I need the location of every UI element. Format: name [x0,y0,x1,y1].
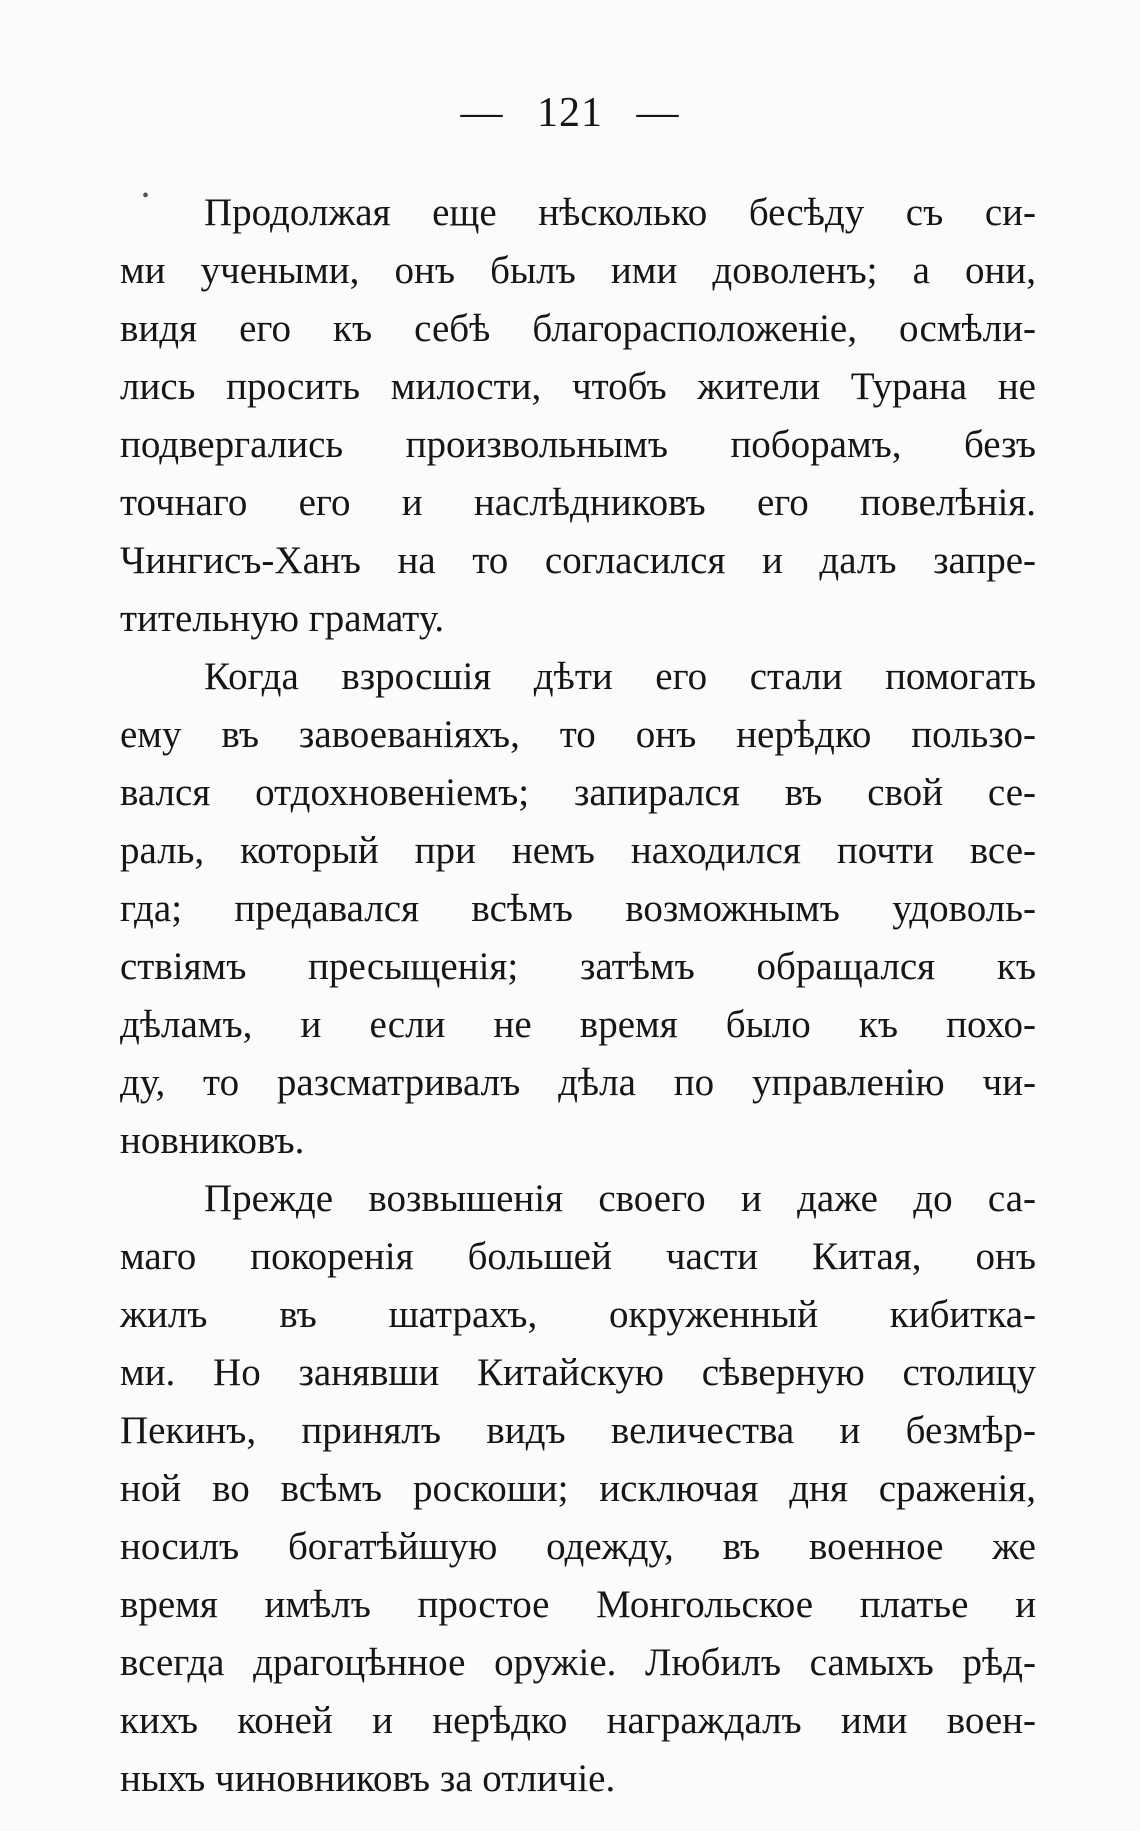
text-line: ныхъ чиновниковъ за отличіе. [120,1757,616,1800]
text-line: всегда драгоцѣнное оружіе. Любилъ самыхъ рѣд- [120,1641,1036,1684]
text-line: точнаго его и наслѣдниковъ его повелѣнія. [120,481,1036,524]
text-line: вался отдохновеніемъ; запирался въ свой се- [120,771,1036,814]
text-line: тительную грамату. [120,597,445,640]
page-text [120,184,1036,1808]
header-right-dash: — [636,90,680,136]
print-speck: • [142,185,150,207]
text-line: ми. Но занявши Китайскую сѣверную столицу [120,1351,1036,1394]
text-line: дѣламъ, и если не время было къ похо- [120,1003,1036,1046]
paragraph-1 [120,184,1036,648]
text-line: ему въ завоеваніяхъ, то онъ нерѣдко пользо- [120,713,1036,756]
text-line: время имѣлъ простое Монгольское платье и [120,1583,1036,1626]
header-left-dash: — [460,90,504,136]
paragraph-2 [120,648,1036,1170]
text-line: ной во всѣмъ роскоши; исключая дня сраженія, [120,1467,1036,1510]
paragraph-3 [120,1170,1036,1808]
text-line: подвергались произвольнымъ поборамъ, безъ [120,423,1036,466]
text-line: Пекинъ, принялъ видъ величества и безмѣр- [120,1409,1036,1452]
text-line: лись просить милости, чтобъ жители Турана не [120,365,1036,408]
text-line: новниковъ. [120,1119,305,1162]
text-line: ду, то разсматривалъ дѣла по управленію чи- [120,1061,1036,1104]
page-header [0,88,1140,138]
text-line: раль, который при немъ находился почти все- [120,829,1036,872]
text-line: гда; предавался всѣмъ возможнымъ удоволь- [120,887,1036,930]
text-line: Чингисъ-Ханъ на то согласился и далъ запре- [120,539,1036,582]
text-line: маго покоренія большей части Китая, онъ [120,1235,1036,1278]
page-number: 121 [537,90,603,136]
text-line: ствіямъ пресыщенія; затѣмъ обращался къ [120,945,1036,988]
text-line: кихъ коней и нерѣдко награждалъ ими воен- [120,1699,1036,1742]
text-line: Прежде возвышенія своего и даже до са- [204,1177,1036,1220]
text-line: видя его къ себѣ благорасположеніе, осмѣли- [120,307,1036,350]
text-line: ми учеными, онъ былъ ими доволенъ; а они, [120,249,1036,292]
text-line: жилъ въ шатрахъ, окруженный кибитка- [120,1293,1036,1336]
text-line: Когда взросшія дѣти его стали помогать [204,655,1036,698]
text-line: носилъ богатѣйшую одежду, въ военное же [120,1525,1036,1568]
text-line: Продолжая еще нѣсколько бесѣду съ си- [204,191,1036,234]
